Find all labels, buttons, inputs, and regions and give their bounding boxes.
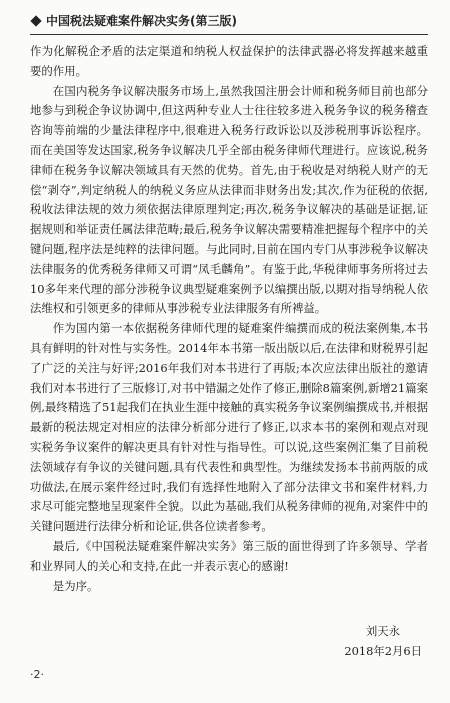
paragraph-continued: 作为化解税企矛盾的法定渠道和纳税人权益保护的法律武器必将发挥越来越重要的作用。 xyxy=(30,44,428,78)
header-divider xyxy=(30,34,428,35)
author-name: 刘天永 xyxy=(365,624,400,638)
book-title: 中国税法疑难案件解决实务(第三版) xyxy=(46,14,237,28)
diamond-bullet-icon xyxy=(30,15,41,26)
signature-date: 2018年2月6日 xyxy=(344,643,422,658)
page-number: ·2· xyxy=(30,668,44,681)
running-header xyxy=(30,12,430,30)
signature-block xyxy=(30,622,422,662)
paragraph-closing: 是为序。 xyxy=(52,578,99,593)
body-text xyxy=(30,42,428,596)
paragraph-book-intro: 作为国内第一本依据税务律师代理的疑难案件编撰而成的税法案例集,本书具有鲜明的针对性与实务性。2014年本书第一版出版以后,在法律和财税界引起了广泛的关注与好评;2016年我们对本书进行了再版;本次应法律出版社的邀请我们对本书进行了三版修订,对书中错漏之处作了修正,删除8篇案例,新增21篇案例,最终精选了51起我们在执业生涯中接触的真实税务争议案例编撰成书,并根据最新的税法规定对相应的法律分析部分进行了修正,以求本书的案例和观点对现实税务争议案件的解决更具有针对性与指导性。可以说,这些案例汇集了目前税法领域存有争议的关键问题,具有代表性和典型性。为继续发扬本书前两版的成功做法,在展示案件经过时,我们有选择性地附入了部分法律文书和案件材料,力求尽可能完整地呈现案件全貌。以此为基础,我们从税务律师的视角,对案件中的关键问题进行法律分析和论证,供各位读者参考。 xyxy=(30,321,428,534)
paragraph-market: 在国内税务争议解决服务市场上,虽然我国注册会计师和税务师目前也部分地参与到税企争议协调中,但这两种专业人士往往较多进入税务争议的税务稽查咨询等前端的少量法律程序中,很难进入税务行政诉讼以及涉税刑事诉讼程序。而在美国等发达国家,税务争议解决几乎全部由税务律师代理进行。应该说,税务律师在税务争议解决领域具有天然的优势。首先,由于税收是对纳税人财产的无偿“剥夺”,判定纳税人的纳税义务应从法律而非财务出发;其次,作为征税的依据,税收法律法规的效力须依据法律原理判定;再次,税务争议解决的基础是证据,证据规则和举证责任属法律范畴;最后,税务争议解决需要精准把握每个程序中的关键问题,程序法是纯粹的法律问题。与此同时,目前在国内专门从事涉税争议解决法律服务的优秀税务律师又可谓“凤毛麟角”。有鉴于此,华税律师事务所将过去10多年来代理的部分涉税争议典型疑难案例予以编撰出版,以期对指导纳税人依法维权和引领更多的律师从事涉税专业法律服务有所裨益。 xyxy=(30,83,428,316)
paragraph-thanks: 最后,《中国税法疑难案件解决实务》第三版的面世得到了许多领导、学者和业界同人的关心和支持,在此一并表示衷心的感谢! xyxy=(30,538,428,573)
